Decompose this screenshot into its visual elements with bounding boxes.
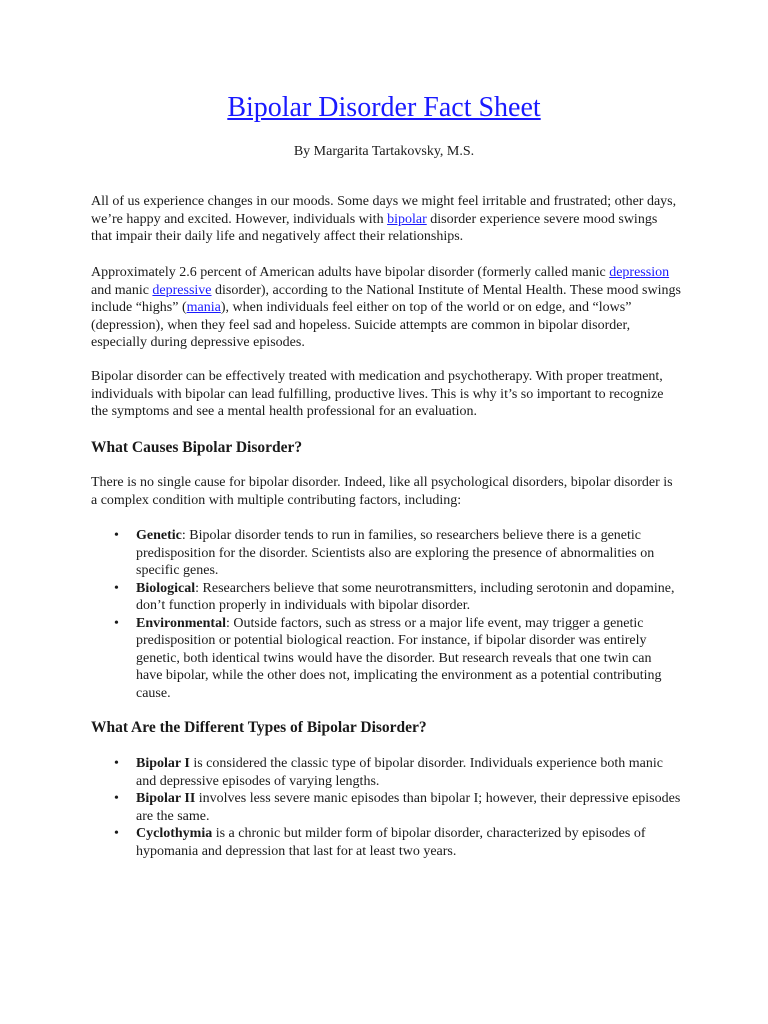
depression-link[interactable]: depression xyxy=(609,265,670,280)
bullet-icon: • xyxy=(114,615,119,631)
list-item-text: is a chronic but milder form of bipolar disorder, characterized by episodes of hypomania and depression that last for at least two years. xyxy=(136,826,646,859)
prevalence-paragraph: Approximately 2.6 percent of American adults have bipolar disorder (formerly called manic depression and manic depressive disorder), according to the National Institute of Mental Health. These mood swings include “highs” (mania), when individuals feel either on top of the world or on edge, and “lows” (depression), when they feel sad and hopeless. Suicide attempts are common in bipolar disorder, especially during depressive episodes. xyxy=(91,265,681,350)
list-item-text: involves less severe manic episodes than bipolar I; however, their depressive episodes are the same. xyxy=(136,791,681,824)
list-item-text: is considered the classic type of bipolar disorder. Individuals experience both manic and depressive episodes of varying lengths. xyxy=(136,756,663,789)
treatment-paragraph: Bipolar disorder can be effectively treated with medication and psychotherapy. With proper treatment, individuals with bipolar can lead fulfilling, productive lives. This is why it’s so important to recognize the symptoms and see a mental health professional for an evaluation. xyxy=(91,369,664,419)
types-heading: What Are the Different Types of Bipolar Disorder? xyxy=(91,719,427,736)
list-item-text: : Outside factors, such as stress or a major life event, may trigger a genetic predisposition or potential biological reaction. For instance, if bipolar disorder was entirely genetic, both identical twins would have the disorder. But research reveals that one twin can have bipolar, while the other does not, implicating the environment as a potential contributing cause. xyxy=(136,615,662,701)
types-list xyxy=(91,755,681,860)
list-item xyxy=(91,615,681,703)
list-item-term: Bipolar II xyxy=(136,791,196,806)
list-item-term: Biological xyxy=(136,580,196,596)
depressive-link[interactable]: depressive xyxy=(152,282,212,298)
byline: By Margarita Tartakovsky, M.S. xyxy=(293,144,475,159)
causes-heading: What Causes Bipolar Disorder? xyxy=(91,439,303,456)
list-item xyxy=(91,755,681,790)
title-link[interactable]: Bipolar Disorder Fact Sheet xyxy=(227,92,541,123)
list-item xyxy=(91,790,681,825)
causes-list xyxy=(91,527,681,702)
list-item xyxy=(91,580,681,615)
list-item-term: Environmental xyxy=(136,615,226,631)
list-item-term: Cyclothymia xyxy=(136,826,213,841)
list-item-term: Bipolar I xyxy=(136,756,190,771)
list-item-text: : Researchers believe that some neurotransmitters, including serotonin and dopamine, don’t function properly in individuals with bipolar disorder. xyxy=(136,580,675,613)
bullet-icon: • xyxy=(114,756,119,771)
intro-paragraph: All of us experience changes in our moods. Some days we might feel irritable and frustrated; other days, we’re happy and excited. However, individuals with bipolar disorder experience severe mood swings that impair their daily life and negatively affect their relationships. xyxy=(91,194,677,244)
list-item-text: : Bipolar disorder tends to run in families, so researchers believe there is a genetic predisposition for the disorder. Scientists also are exploring the presence of abnormalities on specific genes. xyxy=(136,528,655,578)
bipolar-link[interactable]: bipolar xyxy=(387,211,427,227)
causes-intro-paragraph: There is no single cause for bipolar disorder. Indeed, like all psychological disorders, bipolar disorder is a complex condition with multiple contributing factors, including: xyxy=(91,475,673,508)
list-item xyxy=(91,825,681,860)
document-title xyxy=(0,88,768,128)
list-item-term: Genetic xyxy=(136,528,182,543)
bullet-icon: • xyxy=(114,791,119,806)
list-item xyxy=(91,527,681,580)
bullet-icon: • xyxy=(114,528,119,543)
mania-link[interactable]: mania xyxy=(186,300,221,315)
bullet-icon: • xyxy=(114,580,119,596)
bullet-icon: • xyxy=(114,826,119,841)
